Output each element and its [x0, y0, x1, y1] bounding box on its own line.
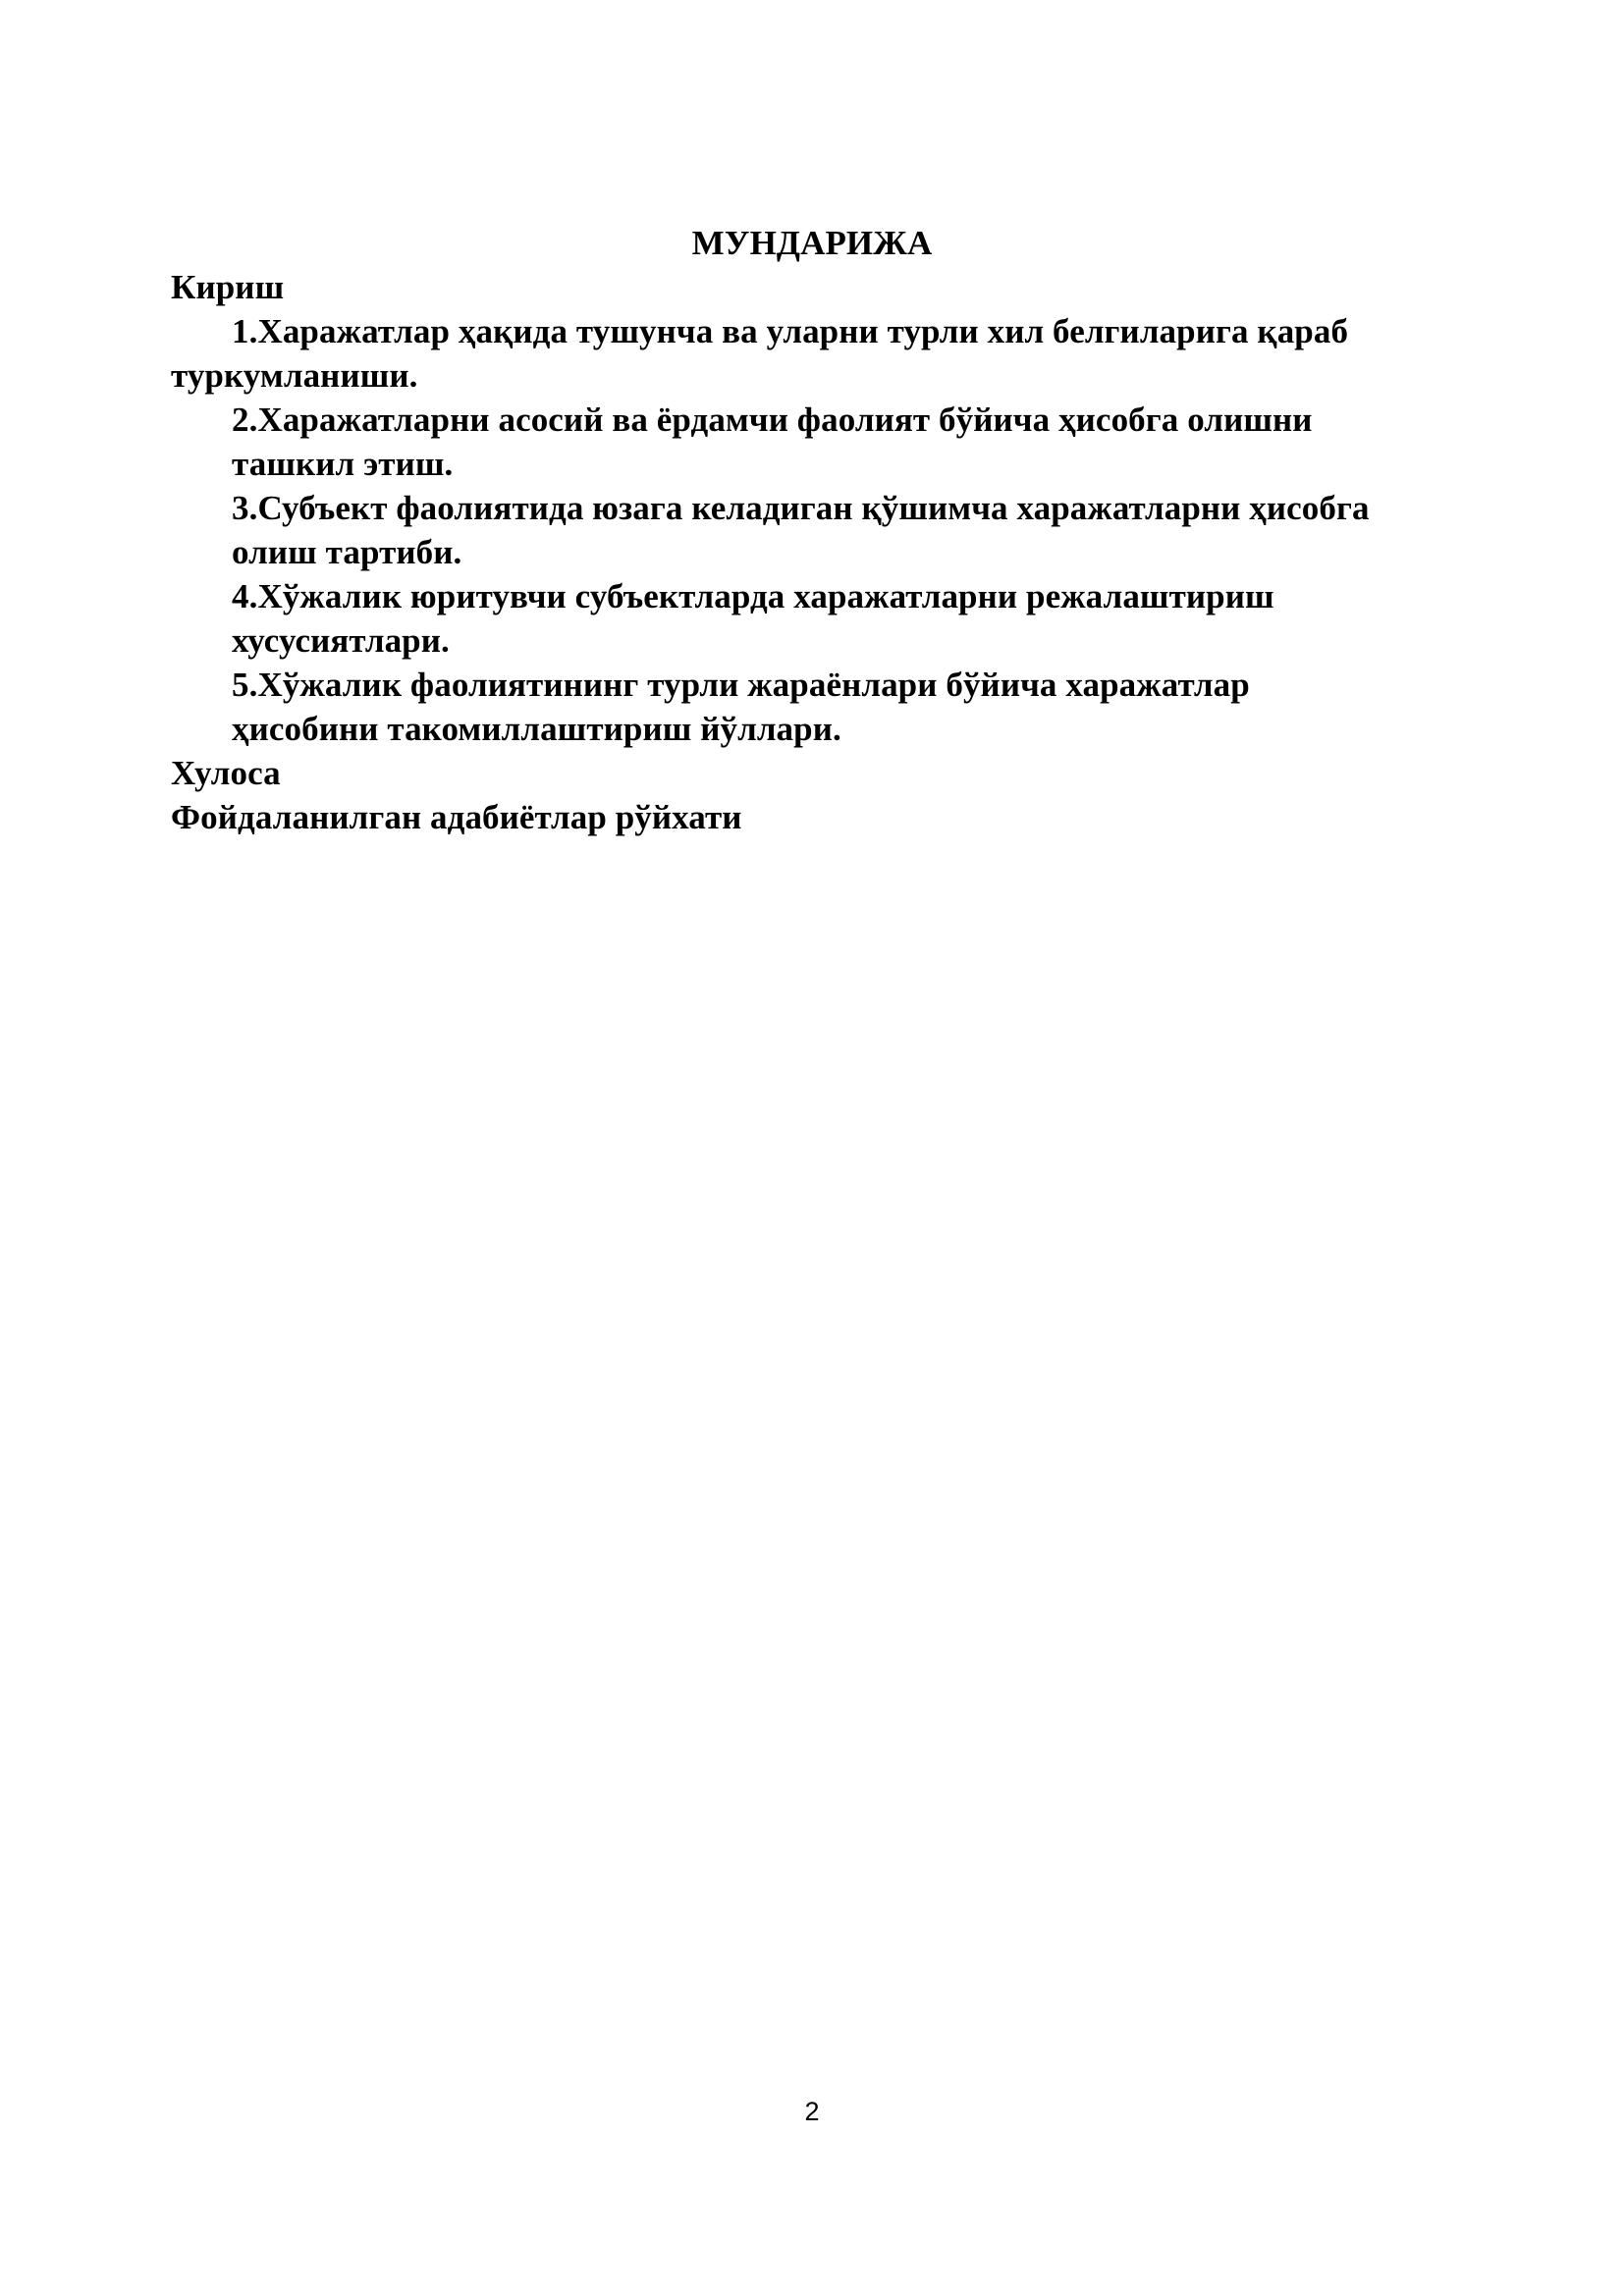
toc-item-4-line-2: хусусиятлари. [232, 621, 450, 660]
toc-item-5-line-1: 5.Хўжалик фаолиятининг турли жараёнлари бўйича харажатлар [232, 666, 1250, 704]
toc-item-5-line-2: ҳисобини такомиллаштириш йўллари. [232, 710, 841, 748]
toc-item-references: Фойдаланилган адабиётлар рўйхати [171, 798, 742, 836]
toc-item-1-line-1: 1.Харажатлар ҳақида тушунча ва уларни турли хил белгиларига қараб [232, 312, 1349, 350]
toc-title: МУНДАРИЖА [691, 224, 933, 262]
toc-item-4-line-1: 4.Хўжалик юритувчи субъектларда харажатларни режалаштириш [232, 577, 1274, 615]
toc-item-intro: Кириш [171, 268, 285, 306]
page-number: 2 [804, 2097, 820, 2126]
toc-item-3-line-2: олиш тартиби. [232, 533, 462, 571]
toc-item-2-line-2: ташкил этиш. [232, 445, 454, 483]
toc-item-1-line-2: туркумланиши. [171, 356, 418, 395]
toc-item-3-line-1: 3.Субъект фаолиятида юзага келадиган қўшимча харажатларни ҳисобга [232, 489, 1370, 527]
toc-item-2-line-1: 2.Харажатларни асосий ва ёрдамчи фаолият бўйича ҳисобга олишни [232, 400, 1313, 439]
toc-item-conclusion: Хулоса [171, 754, 281, 792]
